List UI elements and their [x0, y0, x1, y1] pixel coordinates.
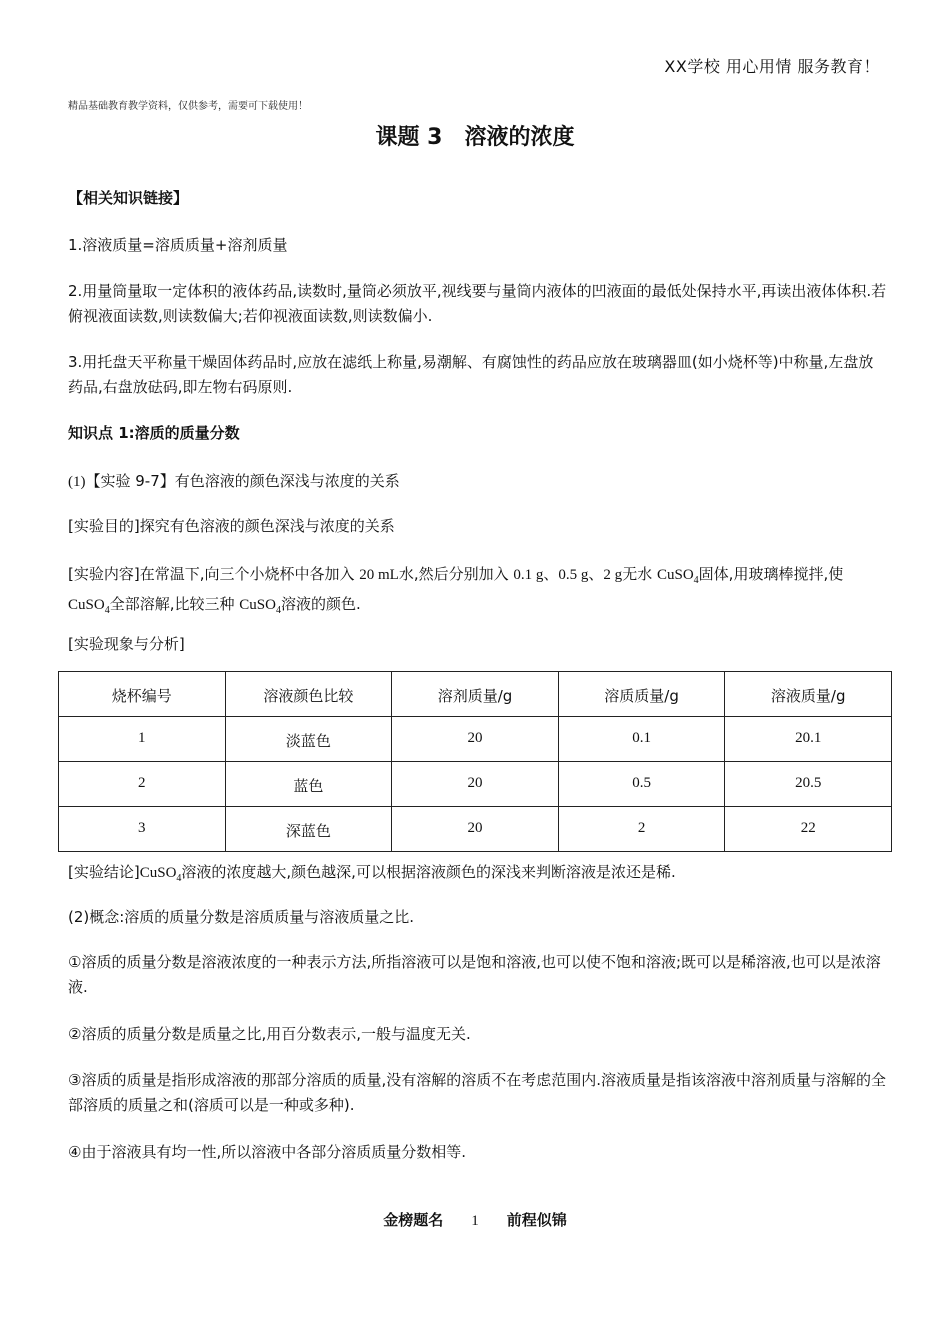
conclusion-text: 溶液的浓度越大,颜色越深,可以根据溶液颜色的深浅来判断溶液是浓还是稀.: [181, 863, 676, 881]
page-footer: [0, 1209, 950, 1230]
table-cell: 20: [392, 717, 559, 762]
section-link-heading: 【相关知识链接】: [68, 189, 189, 207]
experiment-content: [68, 560, 888, 620]
content-a: [实验内容]在常温下,向三个小烧杯中各加入: [68, 565, 355, 583]
point-2: ②溶质的质量分数是质量之比,用百分数表示,一般与温度无关.: [68, 1025, 471, 1043]
table-row: [59, 717, 892, 762]
point-4: ④由于溶液具有均一性,所以溶液中各部分溶质质量分数相等.: [68, 1143, 466, 1161]
table-cell: 0.5: [558, 762, 725, 807]
table-cell: 淡蓝色: [225, 717, 392, 762]
table-cell: 深蓝色: [225, 807, 392, 852]
experiment-observation: [实验现象与分析]: [68, 635, 185, 653]
table-cell: 20.1: [725, 717, 892, 762]
table-header-cell: 烧杯编号: [59, 672, 226, 717]
concept-definition: (2)概念:溶质的质量分数是溶质质量与溶液质量之比.: [68, 908, 415, 926]
footer-right: 前程似锦: [506, 1211, 567, 1229]
knowledge-point-heading: 知识点 1:溶质的质量分数: [68, 424, 240, 442]
table-header-cell: 溶液质量/g: [725, 672, 892, 717]
link-1: 1.溶液质量=溶质质量+溶剂质量: [68, 236, 288, 254]
experiment-num: (1): [68, 474, 86, 490]
table-cell: 3: [59, 807, 226, 852]
content-masses: 0.1 g、0.5 g、2 g: [513, 567, 623, 583]
link-2: 2.用量筒量取一定体积的液体药品,读数时,量筒必须放平,视线要与量筒内液体的凹液面的最低处保持水平,再读出液体体积.若俯视液面读数,则读数偏大;若仰视液面读数,则读数偏小.: [68, 282, 887, 325]
title-part1: 课题 3: [375, 125, 443, 150]
experiment-conclusion: [68, 860, 888, 886]
experiment-table: [58, 671, 892, 852]
table-header-cell: 溶液颜色比较: [225, 672, 392, 717]
table-cell: 1: [59, 717, 226, 762]
table-row: [59, 762, 892, 807]
footer-left: 金榜题名: [383, 1211, 444, 1229]
point-3: ③溶质的质量是指形成溶液的那部分溶质的质量,没有溶解的溶质不在考虑范围内.溶液质量是指该溶液中溶剂质量与溶解的全部溶质的质量之和(溶质可以是一种或多种).: [68, 1071, 886, 1114]
table-row: [59, 807, 892, 852]
table-header-cell: 溶剂质量/g: [392, 672, 559, 717]
experiment-label: 【实验 9-7】: [85, 472, 175, 490]
experiment-title: 有色溶液的颜色深浅与浓度的关系: [174, 472, 400, 490]
experiment-heading: [68, 469, 888, 495]
table-header-row: [59, 672, 892, 717]
experiment-purpose: [实验目的]探究有色溶液的颜色深浅与浓度的关系: [68, 517, 395, 535]
cuso4-formula-2: CuSO$_4$: [68, 597, 110, 616]
conclusion-label: [实验结论]: [68, 863, 140, 881]
point-1: ①溶质的质量分数是溶液浓度的一种表示方法,所指溶液可以是饱和溶液,也可以使不饱和溶液;既可以是稀溶液,也可以是浓溶液.: [68, 953, 881, 996]
content-g: 固体,用玻璃棒搅拌,使: [698, 565, 844, 583]
header-school: XX学校 用心用情 服务教育！: [664, 57, 880, 76]
table-cell: 0.1: [558, 717, 725, 762]
cuso4-formula-1: CuSO$_4$: [656, 567, 699, 586]
title-part2: 溶液的浓度: [464, 125, 575, 150]
page-title: [0, 120, 950, 151]
table-cell: 20: [392, 762, 559, 807]
table-cell: 2: [59, 762, 226, 807]
table-cell: 20: [392, 807, 559, 852]
content-c: 水,然后分别加入: [398, 565, 509, 583]
table-cell: 蓝色: [225, 762, 392, 807]
page-number: 1: [471, 1213, 479, 1229]
content-h: 全部溶解,比较三种: [109, 595, 235, 613]
content-volume: 20 mL: [359, 567, 399, 583]
watermark-text: 精品基础教育教学资料，仅供参考，需要可下载使用！: [68, 101, 308, 112]
link-3: 3.用托盘天平称量干燥固体药品时,应放在滤纸上称量,易潮解、有腐蚀性的药品应放在玻璃器皿(如小烧杯等)中称量,左盘放药品,右盘放砝码,即左物右码原则.: [68, 353, 874, 396]
table-header-cell: 溶质质量/g: [558, 672, 725, 717]
table-cell: 22: [725, 807, 892, 852]
cuso4-formula-4: CuSO$_4$: [139, 865, 182, 884]
cuso4-formula-3: CuSO$_4$: [239, 597, 281, 616]
table-cell: 2: [558, 807, 725, 852]
table-cell: 20.5: [725, 762, 892, 807]
content-e: 无水: [622, 565, 653, 583]
content-i: 溶液的颜色.: [280, 595, 361, 613]
